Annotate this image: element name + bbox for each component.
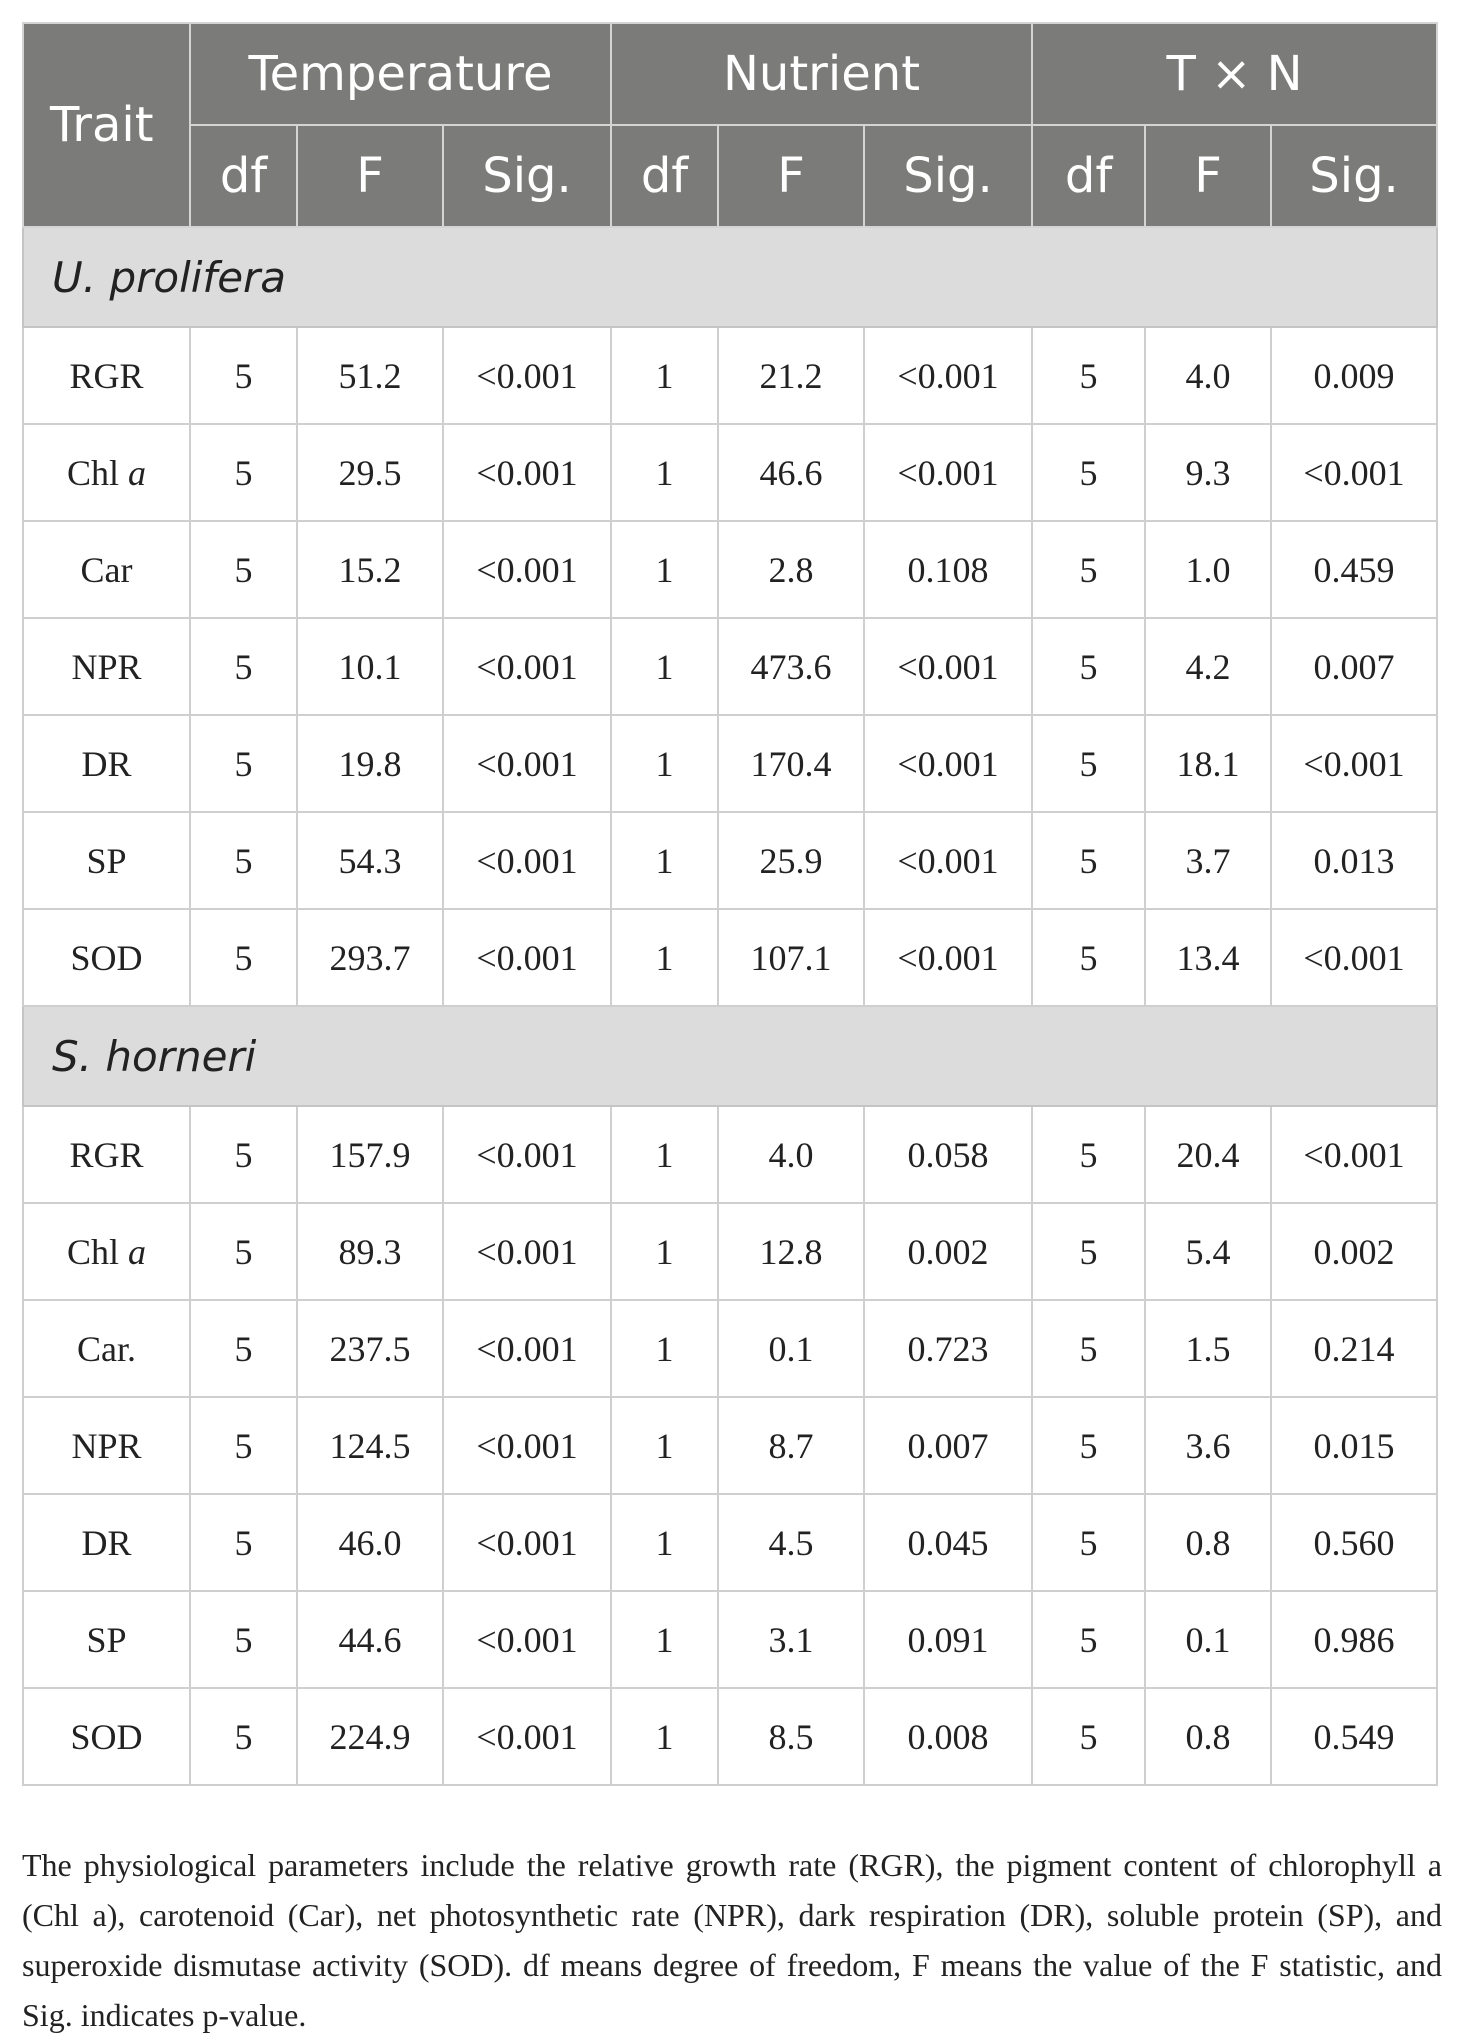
df-cell: 5 bbox=[190, 424, 297, 521]
df-cell: 5 bbox=[1032, 1688, 1145, 1785]
df-cell: 5 bbox=[1032, 1300, 1145, 1397]
sig-cell: 0.013 bbox=[1271, 812, 1437, 909]
sig-cell: 0.549 bbox=[1271, 1688, 1437, 1785]
trait-cell bbox=[23, 1397, 190, 1494]
f-cell: 12.8 bbox=[718, 1203, 864, 1300]
f-cell: 0.1 bbox=[718, 1300, 864, 1397]
sig-cell: <0.001 bbox=[1271, 715, 1437, 812]
trait-label: Chl bbox=[66, 452, 128, 493]
header-group-temperature: Temperature bbox=[190, 23, 611, 125]
f-cell: 0.8 bbox=[1145, 1688, 1271, 1785]
f-cell: 5.4 bbox=[1145, 1203, 1271, 1300]
sig-cell: 0.108 bbox=[864, 521, 1032, 618]
f-cell: 4.5 bbox=[718, 1494, 864, 1591]
sig-cell: 0.560 bbox=[1271, 1494, 1437, 1591]
df-cell: 5 bbox=[1032, 909, 1145, 1006]
header-sig: Sig. bbox=[1271, 125, 1437, 227]
f-cell: 9.3 bbox=[1145, 424, 1271, 521]
trait-label: RGR bbox=[69, 355, 144, 396]
sig-cell: 0.986 bbox=[1271, 1591, 1437, 1688]
trait-label: Car bbox=[80, 549, 133, 590]
table-row bbox=[23, 1591, 1437, 1688]
header-group-interaction: T × N bbox=[1032, 23, 1437, 125]
df-cell: 5 bbox=[190, 1591, 297, 1688]
f-cell: 293.7 bbox=[297, 909, 443, 1006]
table-row bbox=[23, 1688, 1437, 1785]
table-row bbox=[23, 909, 1437, 1006]
trait-label: DR bbox=[81, 743, 132, 784]
f-cell: 13.4 bbox=[1145, 909, 1271, 1006]
df-cell: 5 bbox=[1032, 715, 1145, 812]
table-row bbox=[23, 521, 1437, 618]
table-row bbox=[23, 715, 1437, 812]
df-cell: 5 bbox=[1032, 1494, 1145, 1591]
trait-label: RGR bbox=[69, 1134, 144, 1175]
header-sig: Sig. bbox=[864, 125, 1032, 227]
species-name: U. prolifera bbox=[23, 227, 1437, 327]
trait-cell bbox=[23, 1494, 190, 1591]
sig-cell: 0.723 bbox=[864, 1300, 1032, 1397]
df-cell: 1 bbox=[611, 1591, 718, 1688]
df-cell: 5 bbox=[1032, 1397, 1145, 1494]
sig-cell: <0.001 bbox=[1271, 424, 1437, 521]
sig-cell: <0.001 bbox=[864, 909, 1032, 1006]
sig-cell: 0.459 bbox=[1271, 521, 1437, 618]
df-cell: 5 bbox=[1032, 424, 1145, 521]
sig-cell: <0.001 bbox=[443, 327, 611, 424]
sig-cell: <0.001 bbox=[443, 1300, 611, 1397]
table-row bbox=[23, 1397, 1437, 1494]
header-row-groups bbox=[23, 23, 1437, 125]
trait-cell bbox=[23, 618, 190, 715]
sig-cell: <0.001 bbox=[443, 812, 611, 909]
df-cell: 5 bbox=[190, 1300, 297, 1397]
f-cell: 0.1 bbox=[1145, 1591, 1271, 1688]
trait-cell bbox=[23, 1591, 190, 1688]
df-cell: 5 bbox=[190, 521, 297, 618]
sig-cell: 0.058 bbox=[864, 1106, 1032, 1203]
f-cell: 473.6 bbox=[718, 618, 864, 715]
sig-cell: 0.015 bbox=[1271, 1397, 1437, 1494]
df-cell: 5 bbox=[1032, 812, 1145, 909]
table-row bbox=[23, 1300, 1437, 1397]
df-cell: 5 bbox=[190, 909, 297, 1006]
header-trait: Trait bbox=[23, 23, 190, 227]
table-row bbox=[23, 1203, 1437, 1300]
f-cell: 8.7 bbox=[718, 1397, 864, 1494]
f-cell: 124.5 bbox=[297, 1397, 443, 1494]
df-cell: 5 bbox=[1032, 618, 1145, 715]
trait-label: NPR bbox=[71, 646, 142, 687]
f-cell: 3.7 bbox=[1145, 812, 1271, 909]
header-group-nutrient: Nutrient bbox=[611, 23, 1032, 125]
f-cell: 51.2 bbox=[297, 327, 443, 424]
trait-cell bbox=[23, 1300, 190, 1397]
df-cell: 5 bbox=[190, 1688, 297, 1785]
f-cell: 157.9 bbox=[297, 1106, 443, 1203]
header-f: F bbox=[297, 125, 443, 227]
sig-cell: <0.001 bbox=[443, 1494, 611, 1591]
table-row bbox=[23, 327, 1437, 424]
header-df: df bbox=[611, 125, 718, 227]
f-cell: 4.0 bbox=[1145, 327, 1271, 424]
f-cell: 46.0 bbox=[297, 1494, 443, 1591]
trait-label: SP bbox=[86, 840, 127, 881]
sig-cell: 0.007 bbox=[1271, 618, 1437, 715]
f-cell: 0.8 bbox=[1145, 1494, 1271, 1591]
sig-cell: 0.045 bbox=[864, 1494, 1032, 1591]
f-cell: 19.8 bbox=[297, 715, 443, 812]
trait-label: NPR bbox=[71, 1425, 142, 1466]
f-cell: 3.6 bbox=[1145, 1397, 1271, 1494]
f-cell: 8.5 bbox=[718, 1688, 864, 1785]
sig-cell: 0.091 bbox=[864, 1591, 1032, 1688]
df-cell: 1 bbox=[611, 327, 718, 424]
table-row bbox=[23, 424, 1437, 521]
sig-cell: <0.001 bbox=[864, 327, 1032, 424]
sig-cell: <0.001 bbox=[864, 618, 1032, 715]
trait-cell bbox=[23, 1106, 190, 1203]
anova-table-container bbox=[22, 22, 1436, 1786]
f-cell: 89.3 bbox=[297, 1203, 443, 1300]
trait-cell bbox=[23, 909, 190, 1006]
species-name: S. horneri bbox=[23, 1006, 1437, 1106]
trait-label: DR bbox=[81, 1522, 132, 1563]
table-row bbox=[23, 1106, 1437, 1203]
f-cell: 46.6 bbox=[718, 424, 864, 521]
df-cell: 5 bbox=[190, 618, 297, 715]
header-df: df bbox=[190, 125, 297, 227]
table-body bbox=[23, 227, 1437, 1785]
trait-label-italic: a bbox=[128, 1231, 146, 1272]
header-sig: Sig. bbox=[443, 125, 611, 227]
header-f: F bbox=[718, 125, 864, 227]
sig-cell: <0.001 bbox=[1271, 909, 1437, 1006]
df-cell: 5 bbox=[190, 715, 297, 812]
df-cell: 1 bbox=[611, 1106, 718, 1203]
df-cell: 5 bbox=[190, 1203, 297, 1300]
sig-cell: 0.008 bbox=[864, 1688, 1032, 1785]
f-cell: 107.1 bbox=[718, 909, 864, 1006]
f-cell: 4.2 bbox=[1145, 618, 1271, 715]
sig-cell: <0.001 bbox=[443, 1397, 611, 1494]
sig-cell: 0.002 bbox=[1271, 1203, 1437, 1300]
df-cell: 1 bbox=[611, 521, 718, 618]
f-cell: 2.8 bbox=[718, 521, 864, 618]
sig-cell: <0.001 bbox=[443, 1203, 611, 1300]
f-cell: 237.5 bbox=[297, 1300, 443, 1397]
species-group-row bbox=[23, 227, 1437, 327]
sig-cell: <0.001 bbox=[443, 909, 611, 1006]
sig-cell: <0.001 bbox=[443, 715, 611, 812]
trait-cell bbox=[23, 424, 190, 521]
df-cell: 5 bbox=[1032, 1591, 1145, 1688]
df-cell: 1 bbox=[611, 618, 718, 715]
anova-table bbox=[22, 22, 1438, 1786]
header-df: df bbox=[1032, 125, 1145, 227]
df-cell: 1 bbox=[611, 1300, 718, 1397]
df-cell: 1 bbox=[611, 812, 718, 909]
df-cell: 5 bbox=[1032, 1203, 1145, 1300]
sig-cell: 0.007 bbox=[864, 1397, 1032, 1494]
df-cell: 5 bbox=[1032, 327, 1145, 424]
df-cell: 1 bbox=[611, 1494, 718, 1591]
trait-label: SOD bbox=[70, 1716, 143, 1757]
sig-cell: <0.001 bbox=[864, 715, 1032, 812]
df-cell: 5 bbox=[1032, 521, 1145, 618]
f-cell: 1.5 bbox=[1145, 1300, 1271, 1397]
df-cell: 1 bbox=[611, 1688, 718, 1785]
trait-cell bbox=[23, 1203, 190, 1300]
trait-cell bbox=[23, 1688, 190, 1785]
species-group-row bbox=[23, 1006, 1437, 1106]
trait-label-italic: a bbox=[128, 452, 146, 493]
df-cell: 1 bbox=[611, 1397, 718, 1494]
sig-cell: <0.001 bbox=[864, 812, 1032, 909]
f-cell: 10.1 bbox=[297, 618, 443, 715]
f-cell: 170.4 bbox=[718, 715, 864, 812]
trait-label: Chl bbox=[66, 1231, 128, 1272]
f-cell: 1.0 bbox=[1145, 521, 1271, 618]
sig-cell: <0.001 bbox=[443, 521, 611, 618]
df-cell: 5 bbox=[190, 1494, 297, 1591]
f-cell: 4.0 bbox=[718, 1106, 864, 1203]
f-cell: 20.4 bbox=[1145, 1106, 1271, 1203]
sig-cell: <0.001 bbox=[443, 1591, 611, 1688]
df-cell: 1 bbox=[611, 1203, 718, 1300]
f-cell: 29.5 bbox=[297, 424, 443, 521]
sig-cell: <0.001 bbox=[443, 424, 611, 521]
table-footnote: The physiological parameters include the relative growth rate (RGR), the pigment content of chlorophyll a (Chl a), carotenoid (Car), net photosynthetic rate (NPR), dark respiration (DR), soluble protein (SP), and superoxide dismutase activity (SOD). df means degree of freedom, F means the value of the F statistic, and Sig. indicates p-value. bbox=[22, 1847, 1442, 2033]
trait-label: Car. bbox=[77, 1328, 136, 1369]
sig-cell: 0.009 bbox=[1271, 327, 1437, 424]
f-cell: 25.9 bbox=[718, 812, 864, 909]
sig-cell: 0.002 bbox=[864, 1203, 1032, 1300]
trait-cell bbox=[23, 715, 190, 812]
df-cell: 1 bbox=[611, 424, 718, 521]
df-cell: 1 bbox=[611, 715, 718, 812]
f-cell: 224.9 bbox=[297, 1688, 443, 1785]
header-f: F bbox=[1145, 125, 1271, 227]
f-cell: 3.1 bbox=[718, 1591, 864, 1688]
f-cell: 54.3 bbox=[297, 812, 443, 909]
trait-label: SOD bbox=[70, 937, 143, 978]
df-cell: 1 bbox=[611, 909, 718, 1006]
df-cell: 5 bbox=[190, 327, 297, 424]
table-row bbox=[23, 1494, 1437, 1591]
trait-cell bbox=[23, 521, 190, 618]
sig-cell: <0.001 bbox=[864, 424, 1032, 521]
f-cell: 21.2 bbox=[718, 327, 864, 424]
sig-cell: <0.001 bbox=[1271, 1106, 1437, 1203]
sig-cell: 0.214 bbox=[1271, 1300, 1437, 1397]
f-cell: 15.2 bbox=[297, 521, 443, 618]
sig-cell: <0.001 bbox=[443, 618, 611, 715]
trait-cell bbox=[23, 812, 190, 909]
f-cell: 18.1 bbox=[1145, 715, 1271, 812]
header-row-sub bbox=[23, 125, 1437, 227]
df-cell: 5 bbox=[190, 1397, 297, 1494]
trait-label: SP bbox=[86, 1619, 127, 1660]
f-cell: 44.6 bbox=[297, 1591, 443, 1688]
table-row bbox=[23, 618, 1437, 715]
table-row bbox=[23, 812, 1437, 909]
sig-cell: <0.001 bbox=[443, 1106, 611, 1203]
df-cell: 5 bbox=[190, 812, 297, 909]
df-cell: 5 bbox=[1032, 1106, 1145, 1203]
trait-cell bbox=[23, 327, 190, 424]
df-cell: 5 bbox=[190, 1106, 297, 1203]
sig-cell: <0.001 bbox=[443, 1688, 611, 1785]
